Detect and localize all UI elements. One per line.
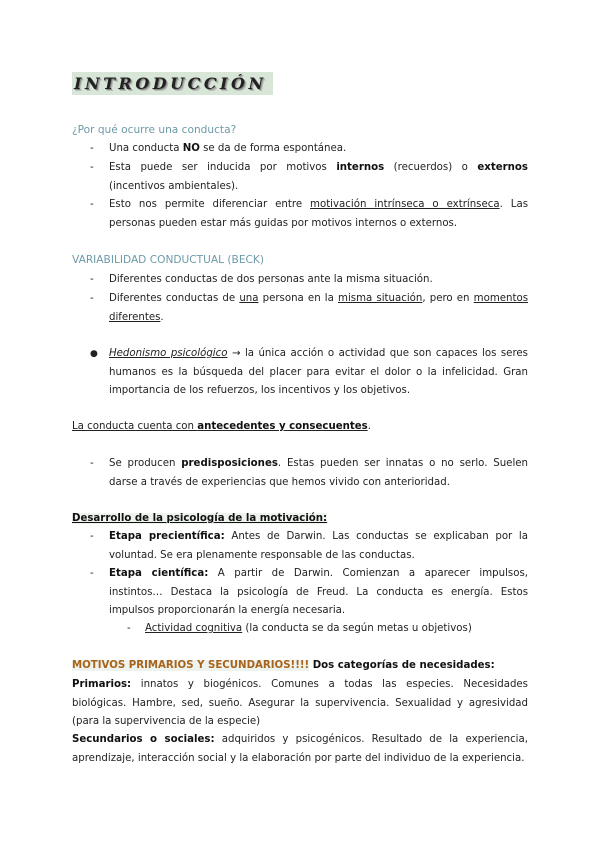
section-heading-variabilidad: VARIABILIDAD CONDUCTUAL (BECK)	[72, 254, 264, 266]
list-item: - Diferentes conductas de dos personas ante la misma situación.	[90, 271, 528, 290]
paragraph-secundarios: Secundarios o sociales: adquiridos y psicogénicos. Resultado de la experiencia, aprendizaje, interacción social y la elaboración por parte del individuo de la experiencia.	[72, 734, 528, 764]
paragraph-primarios: Primarios: innatos y biogénicos. Comunes a todas las especies. Necesidades biológicas. Hambre, sed, sueño. Asegurar la supervivencia. Sexualidad y agresividad (para la supervivencia de la especie)	[72, 679, 528, 727]
list-item: - Etapa precientífica: Antes de Darwin. Las conductas se explicaban por la voluntad. Se era plenamente responsable de las conductas.	[90, 528, 528, 565]
dash-marker: -	[90, 143, 94, 154]
dash-marker: -	[90, 162, 94, 173]
page-title-text: INTRODUCCIÓN	[74, 74, 267, 93]
list-item: - Una conducta NO se da de forma espontánea.	[90, 140, 528, 159]
section-heading-por-que: ¿Por qué ocurre una conducta?	[72, 124, 237, 136]
dash-marker: -	[90, 531, 94, 542]
list-item: - Etapa científica: A partir de Darwin. Comienzan a aparecer impulsos, instintos… Destaca la psicología de Freud. La conducta es energía. Estos impulsos proporcionarán la energía necesaria.	[90, 565, 528, 621]
list-item: - Esta puede ser inducida por motivos internos (recuerdos) o externos (incentivos ambientales).	[90, 159, 528, 196]
bullet-item-hedonismo: ● Hedonismo psicológico → la única acción o actividad que son capaces los seres humanos es la búsqueda del placer para evitar el dolor o la infelicidad. Gran importancia de los refuerzos, los incentivos y los objetivos.	[90, 345, 528, 401]
arrow-icon: →	[231, 348, 241, 359]
list-item: - Se producen predisposiciones. Estas pueden ser innatas o no serlo. Suelen darse a través de experiencias que hemos vivido con anterioridad.	[90, 455, 528, 492]
section-heading-desarrollo: Desarrollo de la psicología de la motivación:	[72, 513, 328, 524]
list-item: - Diferentes conductas de una persona en la misma situación, pero en momentos diferentes.	[90, 290, 528, 327]
dash-marker: -	[90, 274, 94, 285]
sub-list-item: - Actividad cognitiva (la conducta se da según metas u objetivos)	[127, 620, 527, 639]
dash-marker: -	[90, 458, 94, 469]
dash-marker: -	[90, 199, 94, 210]
list-item: - Esto nos permite diferenciar entre motivación intrínseca o extrínseca. Las personas pueden estar más guidas por motivos internos o externos.	[90, 196, 528, 233]
antecedents-line: La conducta cuenta con antecedentes y consecuentes.	[72, 421, 371, 432]
page-title	[72, 72, 273, 95]
dash-marker: -	[127, 623, 131, 634]
bullet-marker: ●	[90, 349, 98, 359]
section-heading-motivos: MOTIVOS PRIMARIOS Y SECUNDARIOS!!!! Dos categorías de necesidades:	[72, 660, 495, 671]
dash-marker: -	[90, 568, 94, 579]
dash-marker: -	[90, 293, 94, 304]
